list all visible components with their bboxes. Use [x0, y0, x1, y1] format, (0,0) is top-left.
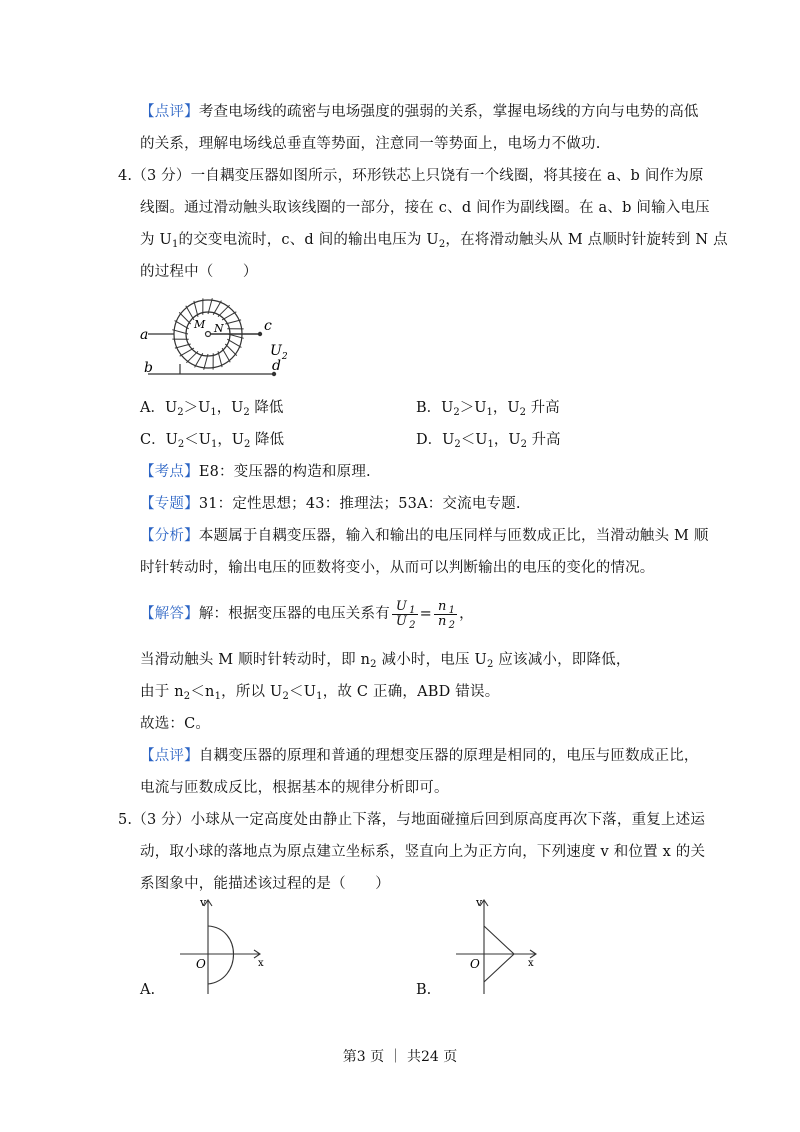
q5-line2: 动，取小球的落地点为原点建立坐标系，竖直向上为正方向，下列速度 v 和位置 x 的关 — [140, 844, 706, 860]
label-c: c — [264, 318, 272, 334]
coil-winding — [180, 348, 194, 356]
label-m: M — [194, 318, 206, 331]
coil-winding — [225, 320, 241, 324]
label-a: a — [140, 327, 149, 343]
coil-winding — [194, 301, 198, 317]
graph-b — [456, 896, 566, 996]
jieda-line3: 由于 $n_2<n_1$，所以 $U_2<U_1$，故 C 正确，ABD 错误。 — [140, 684, 500, 702]
q4-line1: 4.（3 分）一自耦变压器如图所示，环形铁芯上只饶有一个线圈，将其接在 a、b 间作为原 — [118, 168, 704, 184]
coil-winding — [222, 348, 230, 362]
option-a[interactable]: A．$U_2>U_1$，$U_2$ 降低 — [140, 400, 284, 418]
q4-line4: 的过程中（ ） — [140, 264, 258, 280]
zhuanti-line: 【专题】31：定性思想；43：推理法；53A：交流电专题. — [140, 496, 521, 512]
coil-winding — [179, 312, 191, 324]
graph-b-origin: O — [470, 957, 480, 971]
q4-line3: 为 $U_1$的交变电流时，c、d 间的输出电压为 $U_2$，在将滑动触头从 M 点顺时针旋转到 N 点 — [140, 232, 728, 250]
graph-a-origin: O — [196, 957, 206, 971]
option-c[interactable]: C．$U_2<U_1$，$U_2$ 降低 — [140, 432, 285, 450]
graph-b-v-label: v — [476, 896, 483, 909]
kaodian-line: 【考点】E8：变压器的构造和原理. — [140, 464, 371, 480]
q5-line1: 5.（3 分）小球从一定高度处由静止下落，与地面碰撞后回到原高度再次下落，重复上述运 — [118, 812, 706, 828]
comment-tag: 【点评】 — [140, 104, 199, 120]
coil-winding — [227, 339, 241, 347]
option-5a[interactable]: A. — [140, 982, 156, 998]
coil-winding — [186, 306, 194, 320]
coil-winding — [186, 351, 198, 363]
coil-winding — [195, 353, 203, 367]
q5-line3: 系图象中，能描述该过程的是（ ） — [140, 876, 390, 892]
coil-winding — [225, 344, 237, 356]
fenxi-line1: 【分析】本题属于自耦变压器，输入和输出的电压同样与匝数成正比，当滑动触头 M 顺 — [140, 528, 709, 544]
option-d[interactable]: D．$U_2<U_1$，$U_2$ 升高 — [416, 432, 561, 450]
jieda-line2: 当滑动触头 M 顺时针转动时，即 $n_2$ 减小时，电压 $U_2$ 应该减小，即降低， — [140, 652, 631, 670]
comment-prev-line1: 【点评】考查电场线的疏密与电场强度的强弱的关系，掌握电场线的方向与电势的高低 — [140, 104, 699, 120]
label-b: b — [144, 360, 153, 376]
graph-b-x-label: x — [528, 958, 534, 969]
page-footer: 第3 页 ｜ 共24 页 — [342, 1049, 458, 1065]
label-d: d — [272, 358, 281, 374]
coil-winding — [175, 321, 189, 329]
comment-prev-line2: 的关系，理解电场线总垂直等势面，注意同一等势面上，电场力不做功. — [140, 136, 601, 152]
graph-a-v-label: v — [200, 896, 207, 909]
coil-winding — [222, 312, 236, 320]
fenxi-line2: 时针转动时，输出电压的匝数将变小，从而可以判断输出的电压的变化的情况。 — [140, 560, 655, 576]
formula-voltage-ratio: $\frac{U _1}{U _2}$ — [392, 600, 418, 629]
option-b[interactable]: B．$U_2>U_1$，$U_2$ 升高 — [416, 400, 560, 418]
dianping-line1: 【点评】自耦变压器的原理和普通的理想变压器的原理是相同的，电压与匝数成正比， — [140, 748, 699, 764]
graph-a — [180, 896, 290, 996]
coil-winding — [175, 344, 191, 348]
graph-a-x-label: x — [258, 958, 264, 969]
label-u2: $U_2$ — [270, 343, 288, 362]
option-5b[interactable]: B. — [416, 982, 432, 998]
coil-winding — [213, 301, 221, 315]
transformer-figure — [138, 292, 298, 382]
q4-line2: 线圈。通过滑动触头取该线圈的一部分，接在 c、d 间作为副线圈。在 a、b 间输入电压 — [140, 200, 710, 216]
answer-line: 故选：C。 — [140, 716, 211, 732]
jieda-line1: 【解答】解：根据变压器的电压关系有 $\frac{U _1}{U _2}$ = $\frac{n _1}{n _2}$ ， — [140, 598, 474, 631]
coil-winding — [218, 351, 222, 367]
label-n: N — [214, 322, 224, 335]
coil-winding — [218, 305, 230, 317]
dianping-line2: 电流与匝数成反比，根据基本的规律分析即可。 — [140, 780, 449, 796]
